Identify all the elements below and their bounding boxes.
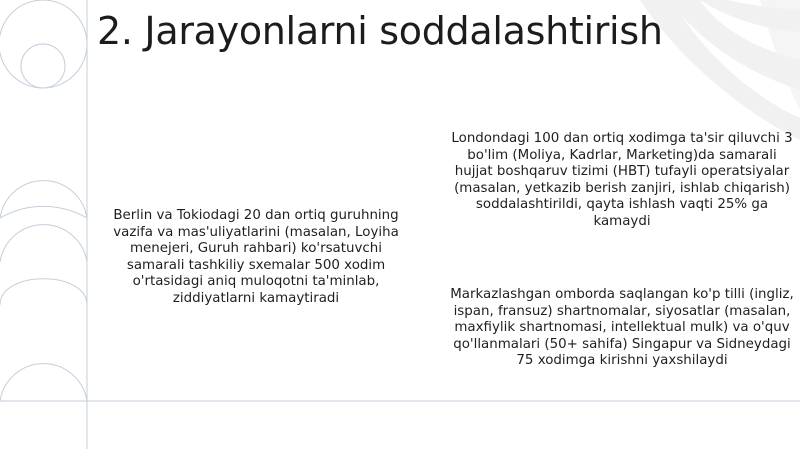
mid-arc bbox=[0, 181, 87, 218]
text-block-central-repository: Markazlashgan omborda saqlangan ko'p tilli (ingliz, ispan, fransuz) shartnomalar, siyosatlar (masalan, maxfiylik shartnomasi, intellektual mulk) va o'quv qo'llanmalari (50+ sahifa) Singapur va Sidneydagi 75 xodimga kirishni yaxshilaydi bbox=[450, 287, 794, 369]
text-block-document-management: Londondagi 100 dan ortiq xodimga ta'sir qiluvchi 3 bo'lim (Moliya, Kadrlar, Marketing)da samarali hujjat boshqaruv tizimi (HBT) tufayli operatsiyalar (masalan, yetkazib berish zanjiri, ishlab chiqarish) soddalashtirildi, qayta ishlash vaqti 25% ga kamaydi bbox=[451, 131, 793, 229]
bottom-arc bbox=[0, 364, 87, 401]
upper-arc bbox=[0, 206, 87, 218]
small-ring-icon bbox=[21, 44, 65, 88]
text-block-org-charts: Berlin va Tokiodagi 20 dan ortiq guruhning vazifa va mas'uliyatlarini (masalan, Loyiha menejeri, Guruh rahbari) ko'rsatuvchi samarali tashkiliy sxemalar 500 xodim o'rtasidagi aniq muloqotni ta'minlab, ziddiyatlarni kamaytiradi bbox=[113, 208, 399, 306]
slide-title: 2. Jarayonlarni soddalashtirish bbox=[97, 9, 663, 53]
lower-arc bbox=[0, 225, 87, 262]
leaf-watermark-icon bbox=[640, 0, 800, 140]
